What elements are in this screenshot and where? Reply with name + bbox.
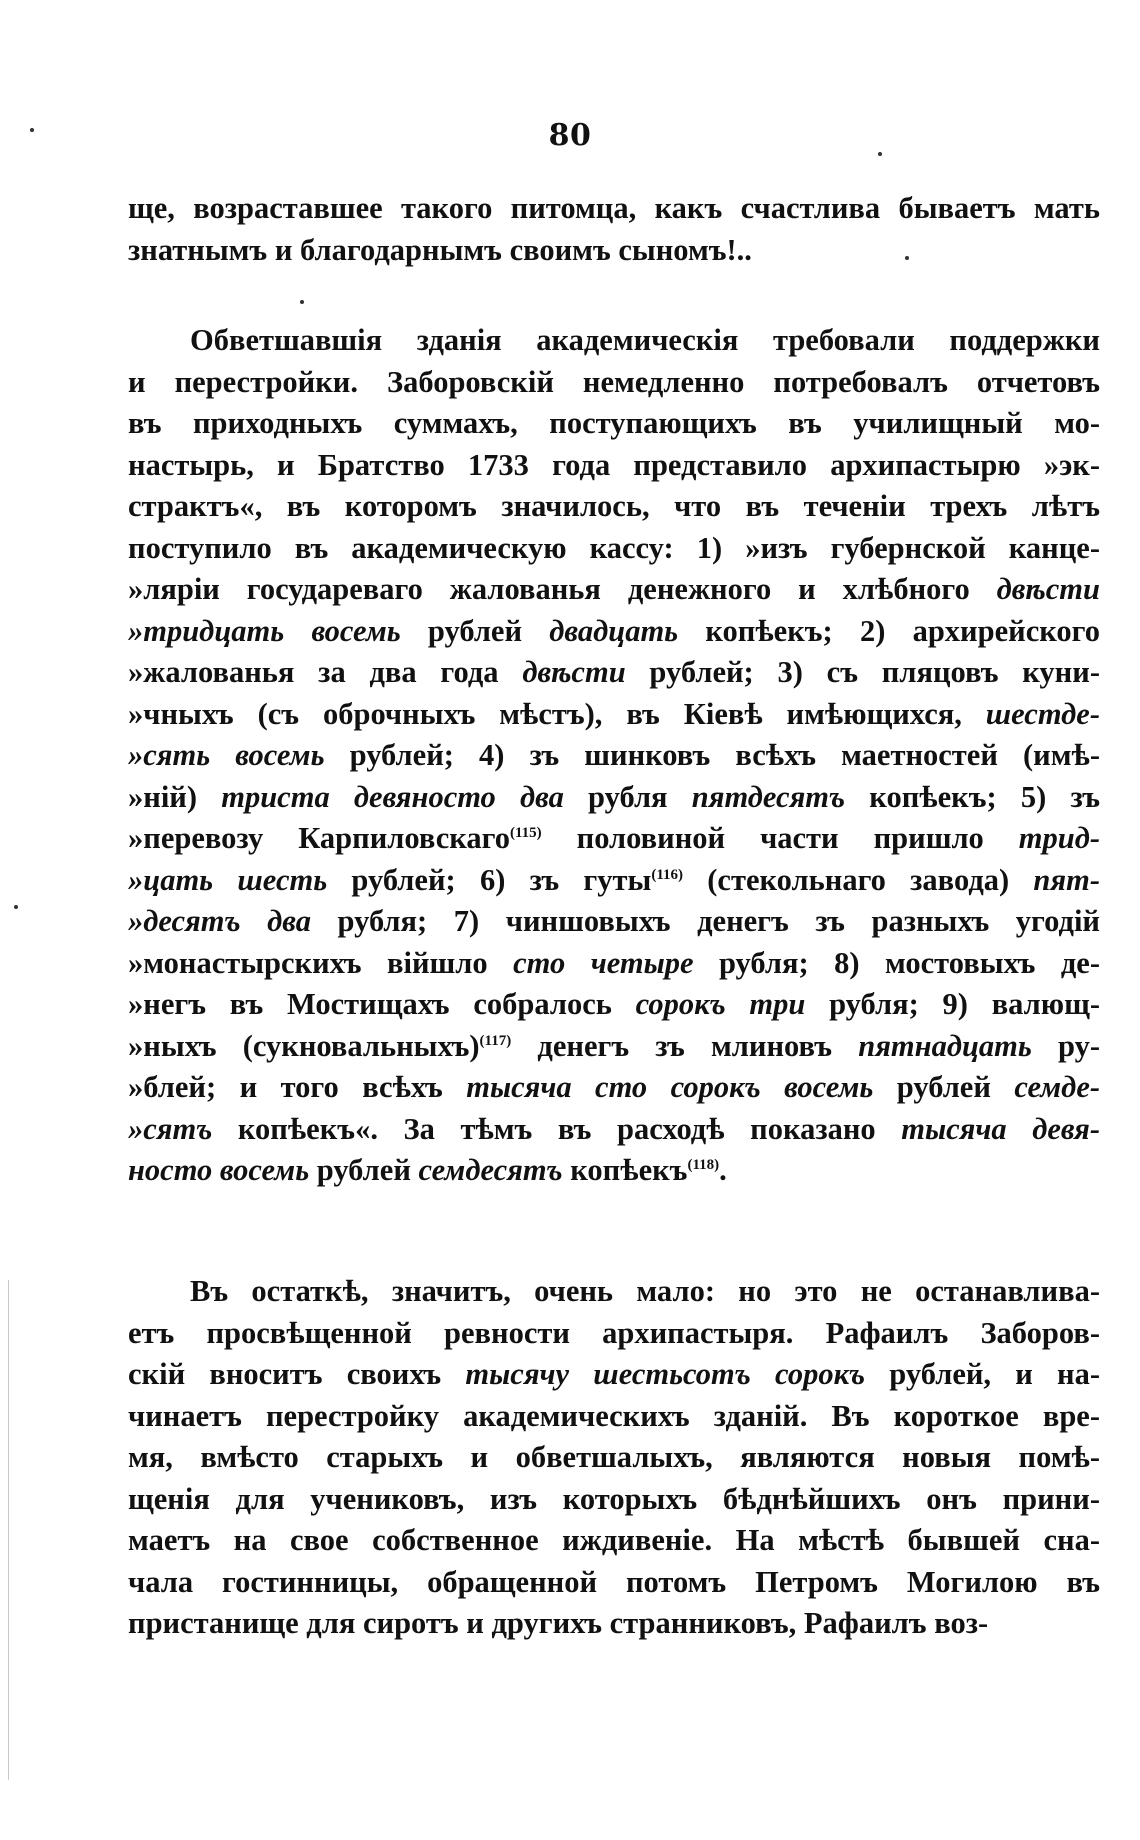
text-line (128, 1271, 1100, 1313)
text-run: семдесятъ (418, 1153, 563, 1187)
text-run: пятнадцать (858, 1028, 1032, 1063)
text-line (128, 1354, 1100, 1396)
text-run: половиной части пришло (541, 821, 1019, 855)
text-line (128, 569, 1100, 611)
text-line (128, 1603, 1100, 1645)
text-run: трид- (1018, 821, 1101, 855)
text-run: »ныхъ (сукновальныхъ) (128, 1028, 480, 1063)
text-run: тысяча девя- (901, 1111, 1100, 1146)
text-run: Въ остаткѣ, значитъ, очень мало: но это не останавлива- (190, 1274, 1100, 1308)
text-line (128, 943, 1100, 985)
text-run: »сятъ (128, 1111, 213, 1146)
text-line (128, 1150, 1100, 1192)
text-run: рублей; 6) зъ гуты (327, 862, 652, 897)
text-run: въ приходныхъ суммахъ, поступающихъ въ училищный мо- (128, 406, 1100, 440)
text-run: пятдесятъ (691, 779, 846, 814)
text-run: »десятъ два (128, 904, 311, 938)
text-line (128, 984, 1100, 1026)
text-line (128, 1479, 1100, 1521)
footnote-ref: (118) (687, 1156, 720, 1173)
text-run: двѣсти (522, 655, 626, 689)
text-line (128, 818, 1100, 860)
text-run: . (719, 1153, 727, 1187)
text-run: ще, возраставшее такого питомца, какъ счастлива бываетъ мать (128, 191, 1100, 225)
text-run: тысячу шестьсотъ сорокъ (465, 1357, 866, 1391)
text-line (128, 1396, 1100, 1438)
text-line (128, 528, 1100, 570)
text-line (128, 694, 1100, 736)
paragraph-3 (128, 1271, 1100, 1645)
text-run: щенія для учениковъ, изъ которыхъ бѣднѣйшихъ онъ прини- (128, 1481, 1100, 1516)
text-line (128, 445, 1100, 487)
text-run: маетъ на свое собственное иждивеніе. На мѣстѣ бывшей сна- (128, 1523, 1100, 1557)
text-run: ру- (1031, 1028, 1100, 1063)
text-run: тысяча сто сорокъ восемь (466, 1070, 874, 1104)
text-run: етъ просвѣщенной ревности архипастыря. Рафаилъ Заборов- (128, 1315, 1100, 1350)
text-run: рублей (309, 1153, 419, 1187)
text-line (128, 860, 1100, 902)
text-run: чинаетъ перестройку академическихъ зданій. Въ короткое вре- (128, 1398, 1100, 1433)
text-run: копѣекъ (562, 1153, 688, 1187)
text-run: знатнымъ и благодарнымъ своимъ сыномъ!.. (128, 232, 752, 267)
scan-speck (905, 256, 909, 260)
paragraph-2 (128, 320, 1100, 1192)
text-line (128, 1520, 1100, 1562)
page-number: 80 (548, 118, 592, 153)
text-run: копѣекъ; 2) архирейского (678, 613, 1101, 648)
scan-speck (300, 300, 304, 304)
text-run: сорокъ три (635, 987, 806, 1021)
text-line (128, 230, 1100, 272)
text-run: двадцать (549, 613, 679, 648)
text-run: Обветшавшія зданія академическія требовали поддержки (190, 323, 1100, 357)
text-run: двѣсти (996, 572, 1100, 606)
text-run: страктъ«, въ которомъ значилось, что въ теченіи трехъ лѣтъ (128, 489, 1100, 523)
scan-speck (14, 905, 18, 909)
text-run: »тридцать восемь (128, 613, 401, 648)
text-line (128, 362, 1100, 404)
footnote-ref: (115) (509, 824, 542, 841)
text-line (128, 652, 1100, 694)
text-line (128, 188, 1100, 230)
text-run: »негъ въ Мостищахъ собралось (128, 987, 636, 1021)
text-run: пристанище для сиротъ и другихъ странниковъ, Рафаилъ воз- (128, 1606, 989, 1640)
text-line (128, 1109, 1100, 1151)
text-run: мя, вмѣсто старыхъ и обветшалыхъ, являются новыя помѣ- (128, 1440, 1100, 1474)
text-run: пят- (1033, 862, 1100, 897)
text-line (128, 611, 1100, 653)
text-run: рублей; 4) зъ шинковъ всѣхъ маетностей (имѣ- (324, 738, 1100, 772)
paragraph-1 (128, 188, 1100, 271)
text-run: поступило въ академическую кассу: 1) »изъ губернской канце- (128, 530, 1100, 565)
text-run: »чныхъ (съ оброчныхъ мѣстъ), въ Кіевѣ имѣющихся, (128, 696, 986, 731)
text-run: сто четыре (513, 945, 694, 980)
text-run: »цать шесть (128, 862, 328, 897)
text-line (128, 1313, 1100, 1355)
text-run: »блей; и того всѣхъ (128, 1070, 467, 1104)
text-run: рубля; 8) мостовыхъ де- (693, 945, 1100, 980)
text-run: »сять восемь (128, 738, 325, 772)
text-line (128, 320, 1100, 362)
text-run: рубля (563, 779, 692, 814)
footnote-ref: (117) (479, 1032, 512, 1049)
text-run: рублей; 3) съ пляцовъ куни- (625, 655, 1100, 689)
text-line (128, 1026, 1100, 1068)
text-run: рублей, и на- (865, 1357, 1100, 1391)
text-run: »жалованья за два года (128, 655, 523, 689)
text-run: »перевозу Карпиловскаго (128, 821, 510, 855)
text-line (128, 486, 1100, 528)
text-run: денегъ зъ млиновъ (511, 1028, 859, 1063)
text-run: (стекольнаго завода) (683, 862, 1034, 897)
text-run: рублей (400, 613, 550, 648)
text-run: рубля; 7) чиншовыхъ денегъ зъ разныхъ угодій (310, 904, 1100, 938)
text-run: скій вноситъ своихъ (128, 1357, 466, 1391)
scan-margin-line (8, 1280, 9, 1780)
text-line (128, 403, 1100, 445)
footnote-ref: (116) (651, 866, 683, 883)
text-line (128, 1562, 1100, 1604)
text-run: копѣекъ; 5) зъ (845, 779, 1100, 814)
text-run: чала гостинницы, обращенной потомъ Петромъ Могилою въ (128, 1564, 1100, 1599)
text-run: и перестройки. Заборовскій немедленно потребовалъ отчетовъ (128, 364, 1100, 399)
text-run: шестде- (985, 696, 1100, 731)
text-line (128, 735, 1100, 777)
text-run: рубля; 9) валющ- (805, 987, 1101, 1021)
text-run: »ляріи государеваго жалованья денежного и хлѣбного (128, 572, 997, 606)
text-run: триста девяносто два (221, 779, 564, 814)
text-run: »ній) (128, 779, 222, 814)
text-line (128, 901, 1100, 943)
scan-speck (30, 128, 34, 132)
text-run: копѣекъ«. За тѣмъ въ расходѣ показано (212, 1111, 902, 1146)
text-run: »монастырскихъ війшло (128, 945, 514, 980)
text-run: настырь, и Братство 1733 года представило архипастырю »эк- (128, 447, 1100, 482)
text-run: семде- (1014, 1070, 1101, 1104)
scan-speck (878, 152, 882, 156)
text-line (128, 1437, 1100, 1479)
text-line (128, 777, 1100, 819)
text-run: носто восемь (128, 1153, 310, 1187)
text-run: рублей (873, 1070, 1015, 1104)
text-line (128, 1067, 1100, 1109)
